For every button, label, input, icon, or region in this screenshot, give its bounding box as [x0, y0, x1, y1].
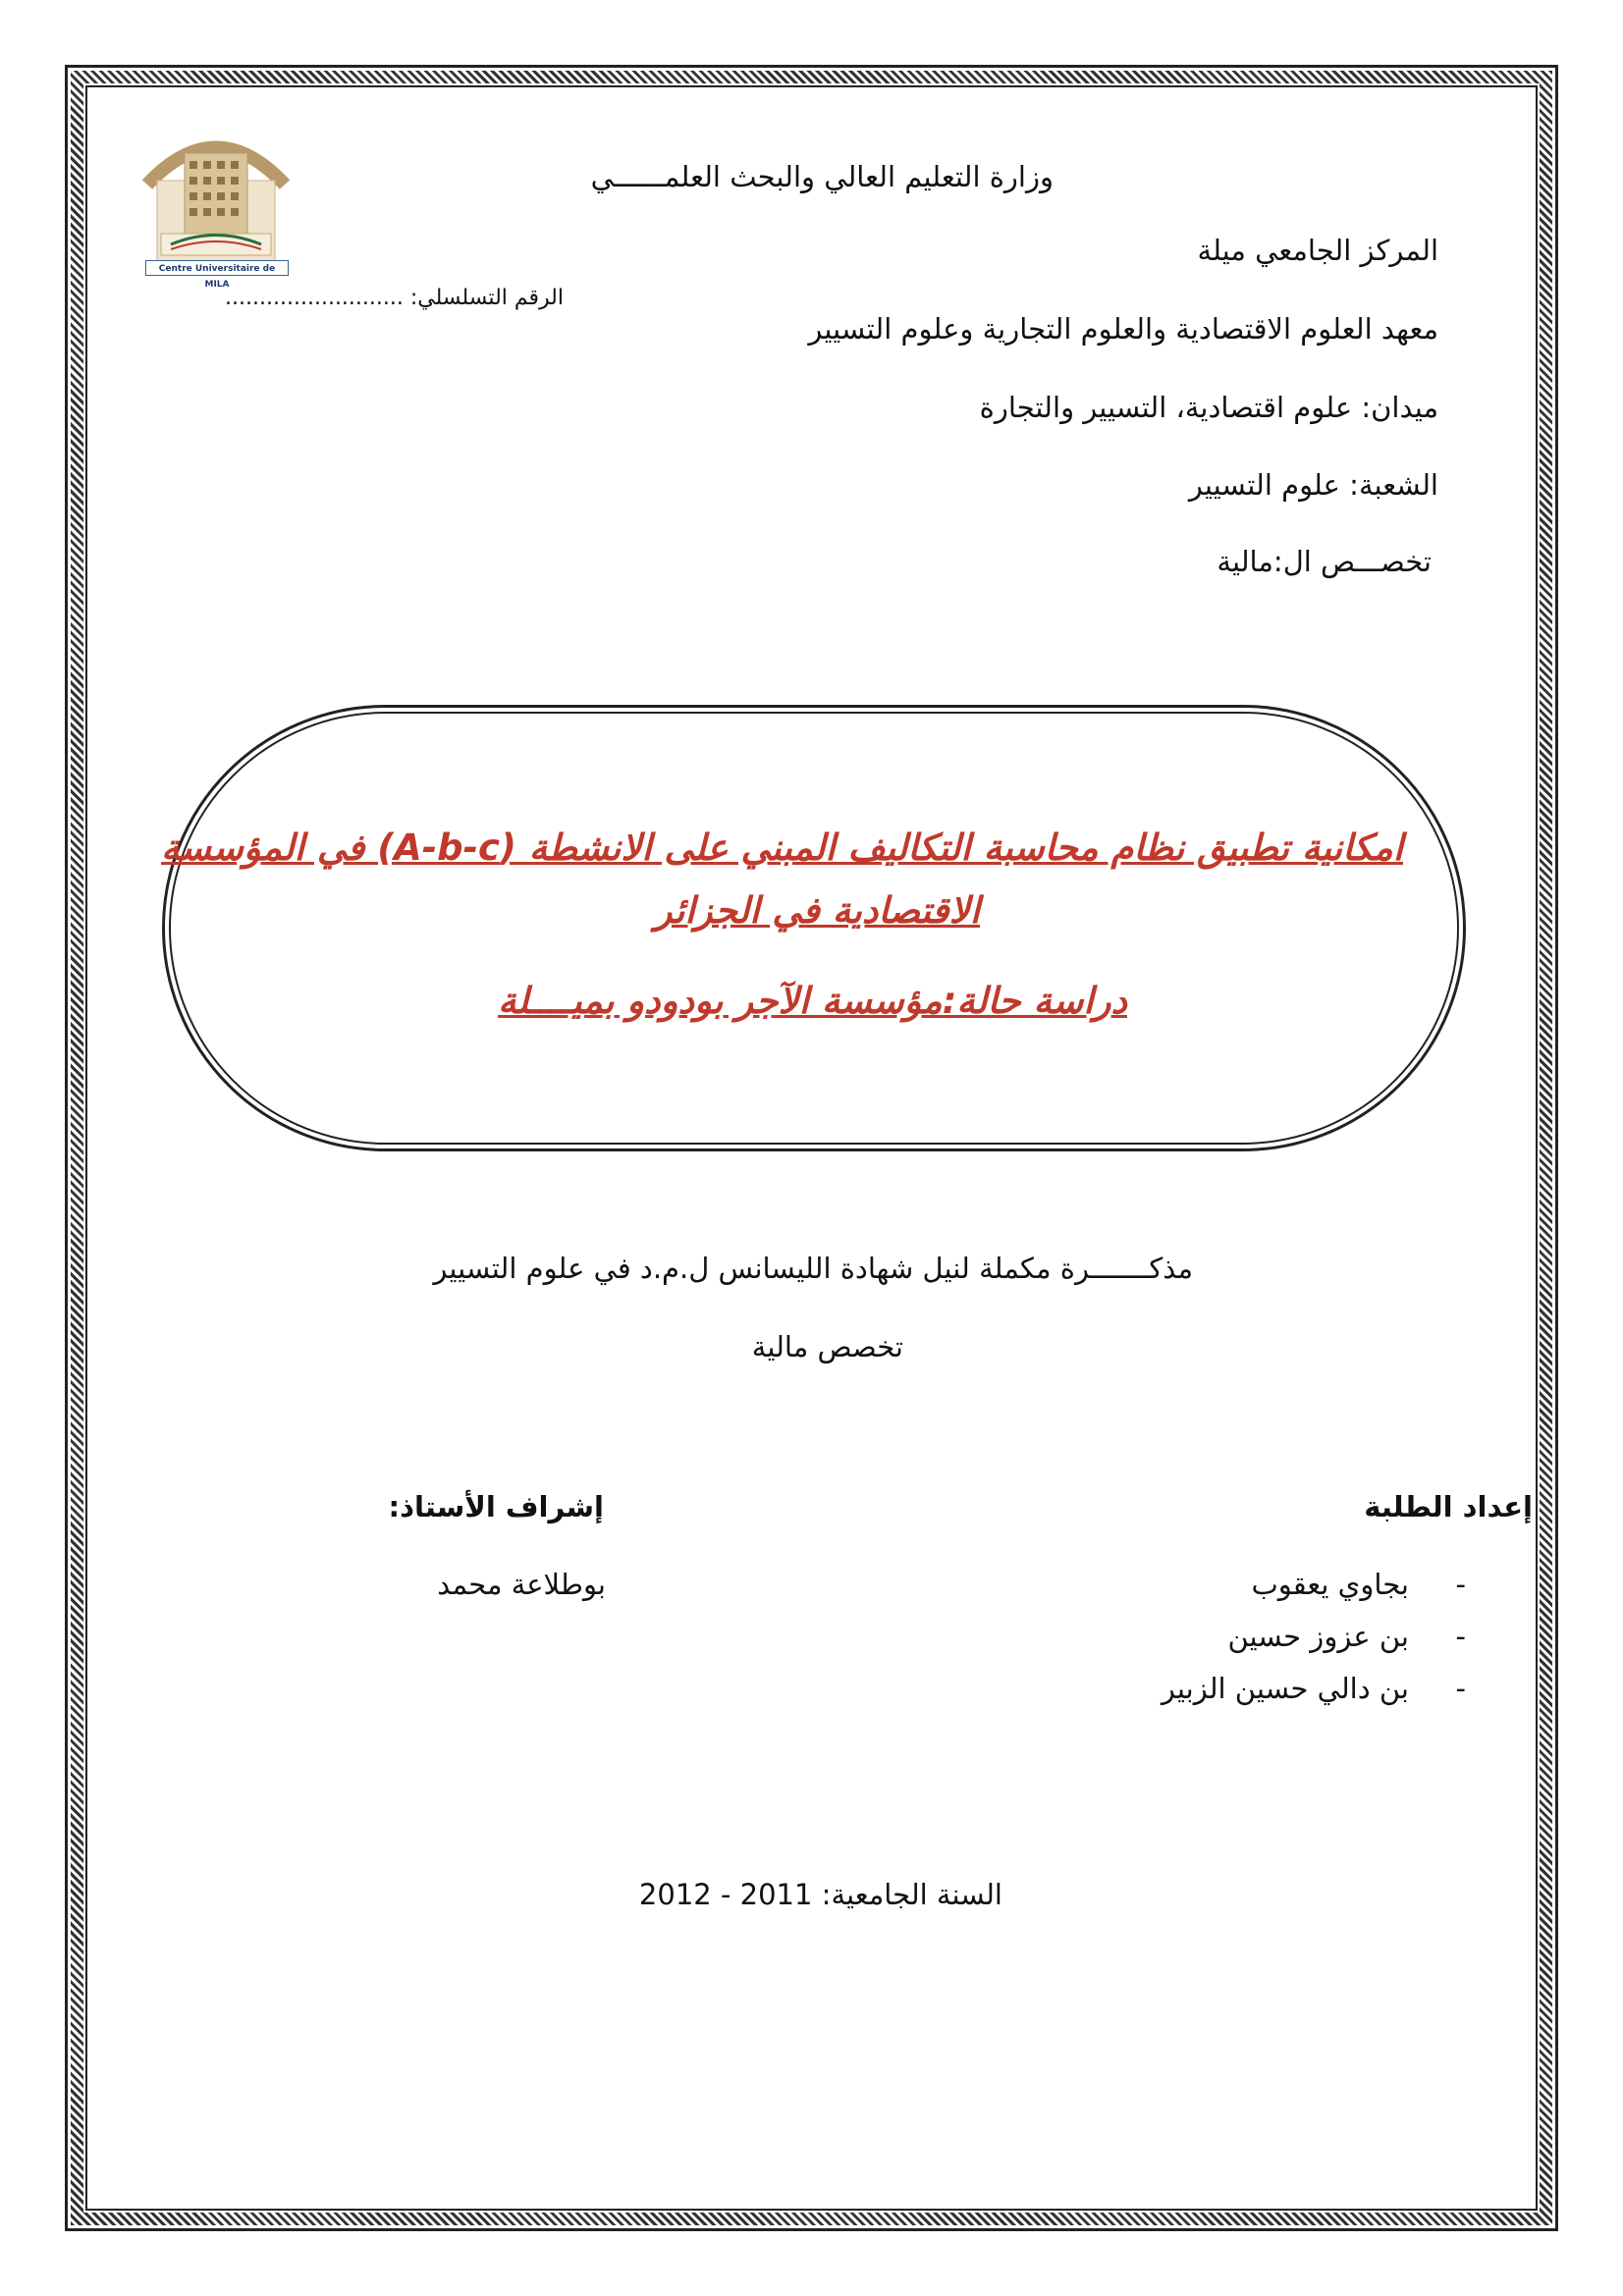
student-name: بن عزوز حسين: [1227, 1620, 1409, 1653]
logo-caption: Centre Universitaire de MILA: [145, 260, 289, 276]
serial-number-line: الرقم التسلسلي: ..........................: [225, 286, 564, 310]
field-line: ميدان: علوم اقتصادية، التسيير والتجارة: [979, 391, 1438, 424]
institute-line: معهد العلوم الاقتصادية والعلوم التجارية وعلوم التسيير: [808, 312, 1438, 346]
supervisor-name: بوطلاعة محمد: [437, 1568, 606, 1601]
student-bullet: -: [1455, 1568, 1466, 1601]
students-label: إعداد الطلبة: [1364, 1490, 1533, 1523]
university-logo: [137, 116, 295, 275]
ministry-line: وزارة التعليم العالي والبحث العلمــــــي: [590, 160, 1054, 193]
thesis-title-line1: امكانية تطبيق نظام محاسبة التكاليف المبني على الانشطة (A-b-c) في المؤسسة: [161, 827, 1403, 869]
branch-line: الشعبة: علوم التسيير: [1188, 468, 1438, 502]
student-bullet: -: [1455, 1620, 1466, 1653]
center-line: المركز الجامعي ميلة: [1197, 234, 1438, 267]
thesis-specialty: تخصص مالية: [751, 1330, 903, 1363]
case-study-title: دراسة حالة:مؤسسة الآجر بودودو بميــــلة: [498, 980, 1127, 1022]
student-name: بن دالي حسين الزبير: [1161, 1672, 1409, 1705]
student-bullet: -: [1455, 1672, 1466, 1705]
academic-year: السنة الجامعية: 2011 - 2012: [638, 1878, 1002, 1911]
thesis-description: مذكـــــــرة مكملة لنيل شهادة الليسانس ل.م.د في علوم التسيير: [433, 1252, 1193, 1285]
student-name: بجاوي يعقوب: [1251, 1568, 1409, 1601]
supervisor-label: إشراف الأستاذ:: [388, 1490, 604, 1523]
specialty-line: تخصـــص ال:مالية: [1217, 545, 1432, 578]
thesis-title-line2: الاقتصادية في الجزائر: [654, 889, 980, 932]
